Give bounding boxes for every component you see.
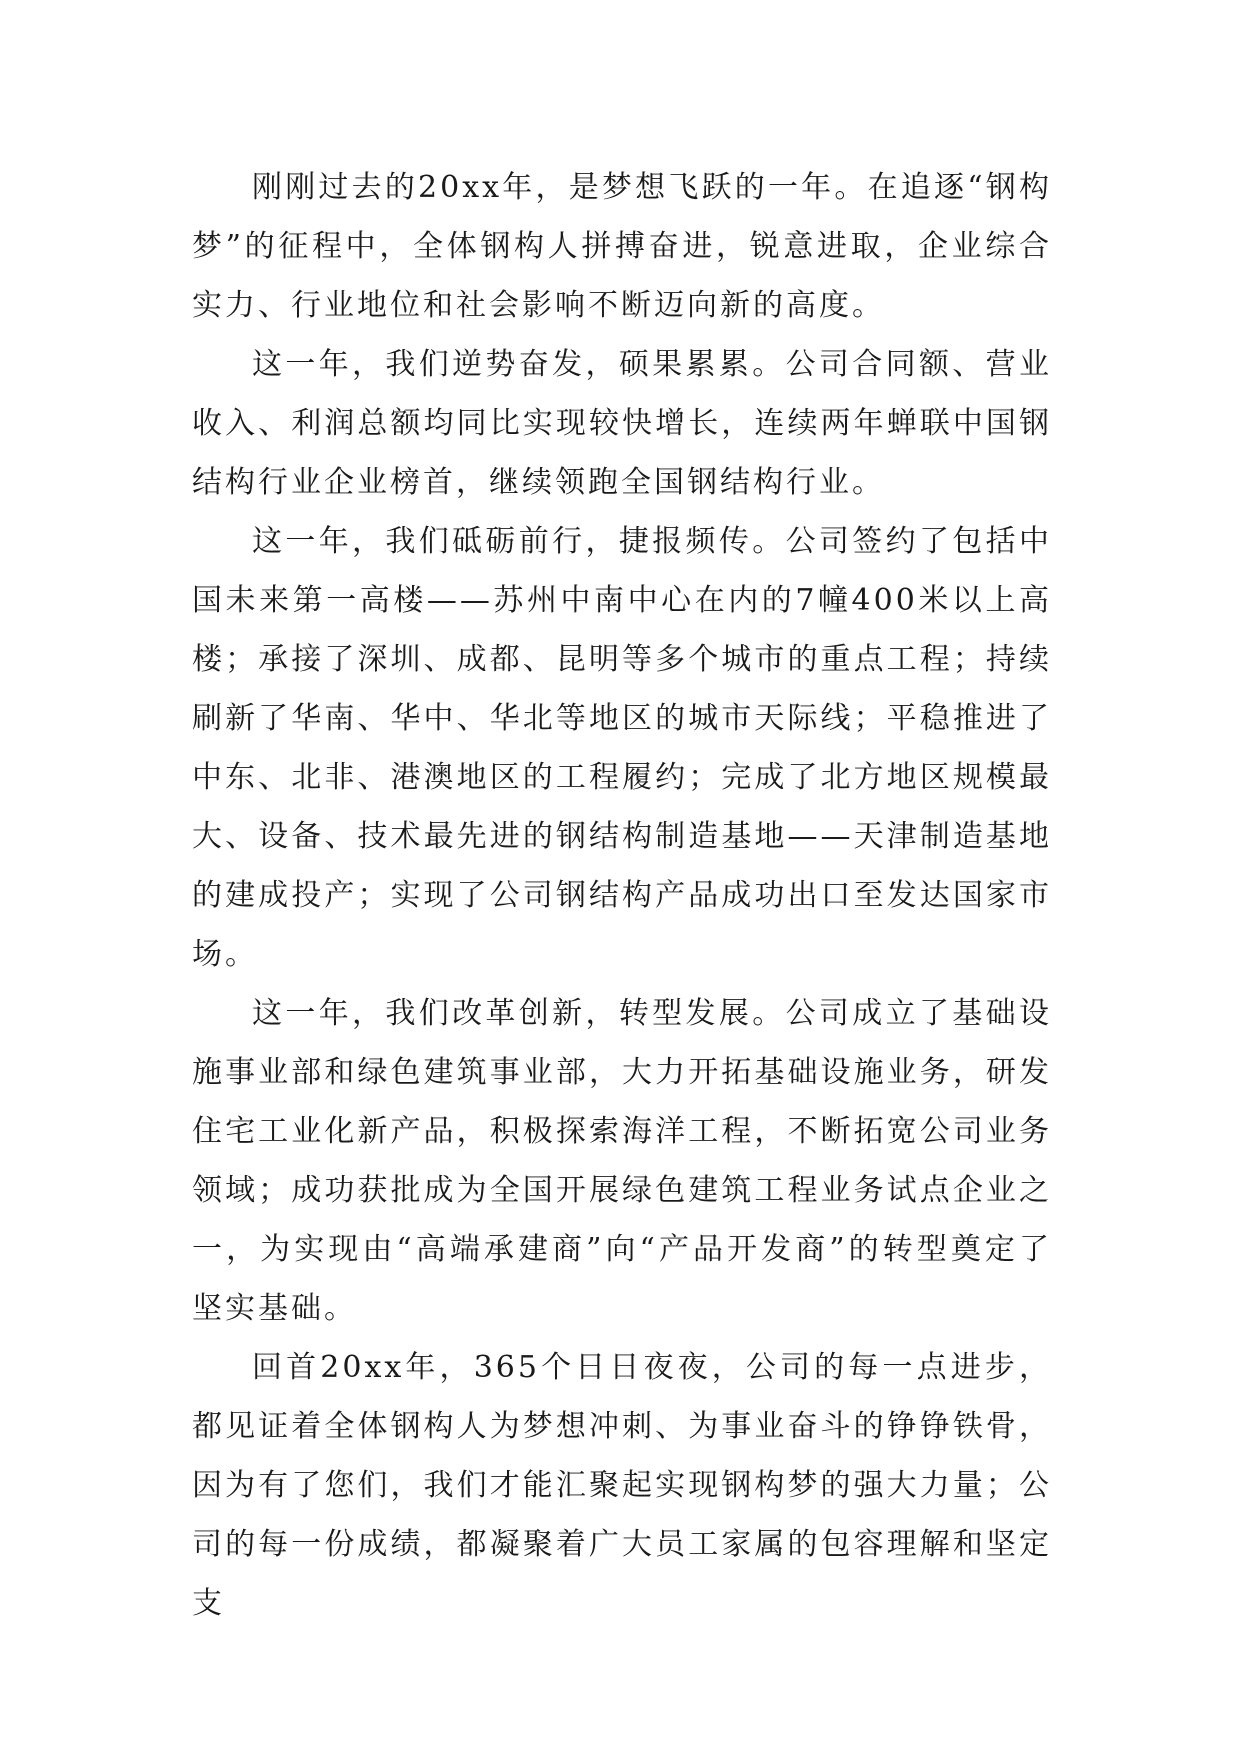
paragraph-1: 刚刚过去的20xx年，是梦想飞跃的一年。在追逐“钢构梦”的征程中，全体钢构人拼搏奋进，锐意进取，企业综合实力、行业地位和社会影响不断迈向新的高度。: [192, 170, 1052, 323]
paragraph-3: 这一年，我们砥砺前行，捷报频传。公司签约了包括中国未来第一高楼——苏州中南中心在内的7幢400米以上高楼；承接了深圳、成都、昆明等多个城市的重点工程；持续刷新了华南、华中、华北等地区的城市天际线；平稳推进了中东、北非、港澳地区的工程履约；完成了北方地区规模最大、设备、技术最先进的钢结构制造基地——天津制造基地的建成投产；实现了公司钢结构产品成功出口至发达国家市场。: [192, 524, 1052, 972]
paragraph-5: 回首20xx年，365个日日夜夜，公司的每一点进步，都见证着全体钢构人为梦想冲刺、为事业奋斗的铮铮铁骨，因为有了您们，我们才能汇聚起实现钢构梦的强大力量；公司的每一份成绩，都凝聚着广大员工家属的包容理解和坚定支: [192, 1350, 1052, 1621]
document-body: [192, 158, 1052, 1633]
paragraph-4: 这一年，我们改革创新，转型发展。公司成立了基础设施事业部和绿色建筑事业部，大力开拓基础设施业务，研发住宅工业化新产品，积极探索海洋工程，不断拓宽公司业务领域；成功获批成为全国开展绿色建筑工程业务试点企业之一，为实现由“高端承建商”向“产品开发商”的转型奠定了坚实基础。: [192, 996, 1052, 1326]
paragraph-2: 这一年，我们逆势奋发，硕果累累。公司合同额、营业收入、利润总额均同比实现较快增长，连续两年蝉联中国钢结构行业企业榜首，继续领跑全国钢结构行业。: [192, 347, 1052, 500]
